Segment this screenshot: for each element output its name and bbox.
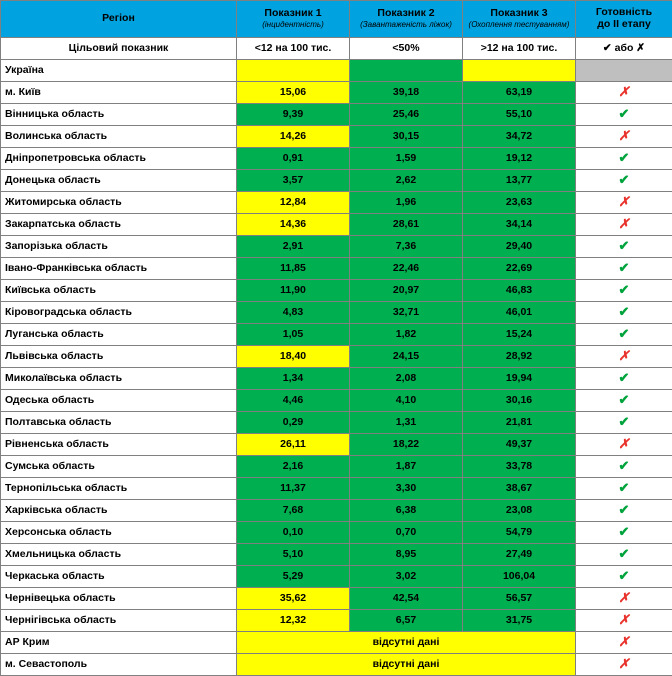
target-indicator-1: <12 на 100 тис. <box>237 38 350 60</box>
region-name-cell: м. Київ <box>1 82 237 104</box>
table-row <box>1 412 672 434</box>
indicator-3-cell: 106,04 <box>463 566 576 588</box>
indicator-2-cell: 6,57 <box>350 610 463 632</box>
indicator-1-cell: 11,37 <box>237 478 350 500</box>
indicator-3-cell: 28,92 <box>463 346 576 368</box>
indicator-1-cell: 12,32 <box>237 610 350 632</box>
region-name-cell: Одеська область <box>1 390 237 412</box>
table-row <box>1 478 672 500</box>
indicator-3-cell: 15,24 <box>463 324 576 346</box>
check-icon: ✔ <box>619 260 630 275</box>
indicator-1-cell: 4,83 <box>237 302 350 324</box>
readiness-cell <box>576 478 672 500</box>
cross-icon: ✗ <box>619 436 630 451</box>
check-icon: ✔ <box>619 326 630 341</box>
indicator-3-cell: 21,81 <box>463 412 576 434</box>
indicator-2-cell: 39,18 <box>350 82 463 104</box>
header-indicator-3-sub: (Охоплення тестуванням) <box>465 21 573 30</box>
check-icon: ✔ <box>619 546 630 561</box>
indicator-3-cell: 34,14 <box>463 214 576 236</box>
table-row <box>1 434 672 456</box>
target-indicator-2: <50% <box>350 38 463 60</box>
header-indicator-2-sub: (Завантаженість ліжок) <box>352 21 460 30</box>
check-icon: ✔ <box>619 524 630 539</box>
region-name-cell: Рівненська область <box>1 434 237 456</box>
indicator-3-cell: 33,78 <box>463 456 576 478</box>
table-row <box>1 566 672 588</box>
indicator-1-cell: 18,40 <box>237 346 350 368</box>
indicator-2-cell: 32,71 <box>350 302 463 324</box>
region-name-cell: АР Крим <box>1 632 237 654</box>
table-row <box>1 522 672 544</box>
region-name-cell: Закарпатська область <box>1 214 237 236</box>
indicator-2-cell: 1,31 <box>350 412 463 434</box>
indicator-1-cell: 0,29 <box>237 412 350 434</box>
readiness-cell <box>576 236 672 258</box>
region-name-cell: Миколаївська область <box>1 368 237 390</box>
readiness-cell <box>576 610 672 632</box>
indicator-2-cell: 7,36 <box>350 236 463 258</box>
check-icon: ✔ <box>619 172 630 187</box>
indicator-2-cell: 2,08 <box>350 368 463 390</box>
indicator-1-cell: 11,85 <box>237 258 350 280</box>
indicator-3-cell: 46,01 <box>463 302 576 324</box>
readiness-cell <box>576 522 672 544</box>
check-icon: ✔ <box>619 304 630 319</box>
table-row <box>1 302 672 324</box>
header-readiness-line1: Готовність <box>596 6 652 18</box>
table-row <box>1 544 672 566</box>
indicator-1-cell: 26,11 <box>237 434 350 456</box>
indicator-1-cell: 0,91 <box>237 148 350 170</box>
indicator-3-cell: 38,67 <box>463 478 576 500</box>
indicator-2-cell: 1,96 <box>350 192 463 214</box>
cross-icon: ✗ <box>619 84 630 99</box>
indicator-3-cell: 34,72 <box>463 126 576 148</box>
indicator-3-cell: 54,79 <box>463 522 576 544</box>
indicator-3-cell: 27,49 <box>463 544 576 566</box>
header-indicator-2-title: Показник 2 <box>377 7 434 19</box>
readiness-cell <box>576 434 672 456</box>
header-indicator-2 <box>350 1 463 38</box>
indicator-3-cell: 55,10 <box>463 104 576 126</box>
indicator-3-cell: 30,16 <box>463 390 576 412</box>
indicator-1-cell <box>237 60 350 82</box>
region-name-cell: Івано-Франківська область <box>1 258 237 280</box>
check-icon: ✔ <box>619 282 630 297</box>
region-name-cell: Україна <box>1 60 237 82</box>
indicator-1-cell: 2,91 <box>237 236 350 258</box>
table-row <box>1 170 672 192</box>
indicator-3-cell: 49,37 <box>463 434 576 456</box>
indicator-1-cell: 14,26 <box>237 126 350 148</box>
target-indicator-3: >12 на 100 тис. <box>463 38 576 60</box>
header-indicator-3 <box>463 1 576 38</box>
region-name-cell: Дніпропетровська область <box>1 148 237 170</box>
table-row <box>1 610 672 632</box>
readiness-cell <box>576 654 672 676</box>
table-row <box>1 280 672 302</box>
region-name-cell: Запорізька область <box>1 236 237 258</box>
indicator-3-cell: 56,57 <box>463 588 576 610</box>
table-row <box>1 324 672 346</box>
indicator-1-cell: 15,06 <box>237 82 350 104</box>
region-name-cell: Полтавська область <box>1 412 237 434</box>
header-indicator-1-sub: (інцидентність) <box>239 21 347 30</box>
table-body <box>1 38 672 676</box>
check-icon: ✔ <box>619 480 630 495</box>
check-icon: ✔ <box>619 370 630 385</box>
check-icon: ✔ <box>619 238 630 253</box>
table-row <box>1 214 672 236</box>
indicator-1-cell: 12,84 <box>237 192 350 214</box>
indicator-1-cell: 9,39 <box>237 104 350 126</box>
cross-icon: ✗ <box>619 590 630 605</box>
header-indicator-3-title: Показник 3 <box>490 7 547 19</box>
check-icon: ✔ <box>619 106 630 121</box>
indicator-2-cell: 18,22 <box>350 434 463 456</box>
indicator-1-cell: 7,68 <box>237 500 350 522</box>
readiness-cell <box>576 170 672 192</box>
readiness-cell <box>576 588 672 610</box>
indicator-3-cell: 29,40 <box>463 236 576 258</box>
readiness-cell <box>576 324 672 346</box>
table-row <box>1 390 672 412</box>
table-row <box>1 192 672 214</box>
indicator-2-cell: 2,62 <box>350 170 463 192</box>
table-row <box>1 126 672 148</box>
indicator-1-cell: 3,57 <box>237 170 350 192</box>
cross-icon: ✗ <box>619 656 630 671</box>
readiness-cell <box>576 456 672 478</box>
table-row <box>1 588 672 610</box>
table-row <box>1 654 672 676</box>
check-icon: ✔ <box>619 150 630 165</box>
indicator-3-cell <box>463 60 576 82</box>
table-row <box>1 148 672 170</box>
table-row <box>1 258 672 280</box>
readiness-cell <box>576 302 672 324</box>
indicator-1-cell: 35,62 <box>237 588 350 610</box>
readiness-cell <box>576 214 672 236</box>
readiness-cell <box>576 258 672 280</box>
table-row <box>1 236 672 258</box>
readiness-cell <box>576 566 672 588</box>
header-region <box>1 1 237 38</box>
indicator-2-cell <box>350 60 463 82</box>
indicator-2-cell: 6,38 <box>350 500 463 522</box>
readiness-cell <box>576 192 672 214</box>
region-name-cell: Вінницька область <box>1 104 237 126</box>
indicator-2-cell: 42,54 <box>350 588 463 610</box>
region-name-cell: Харківська область <box>1 500 237 522</box>
indicator-3-cell: 19,12 <box>463 148 576 170</box>
readiness-cell <box>576 60 672 82</box>
cross-icon: ✗ <box>619 348 630 363</box>
cross-icon: ✗ <box>619 634 630 649</box>
indicator-3-cell: 46,83 <box>463 280 576 302</box>
indicator-1-cell: 1,34 <box>237 368 350 390</box>
indicator-1-cell: 4,46 <box>237 390 350 412</box>
readiness-cell <box>576 500 672 522</box>
readiness-cell <box>576 148 672 170</box>
table-header-row <box>1 1 672 38</box>
readiness-cell <box>576 632 672 654</box>
readiness-cell <box>576 544 672 566</box>
cross-icon: ✗ <box>619 216 630 231</box>
region-name-cell: Чернігівська область <box>1 610 237 632</box>
table-row <box>1 60 672 82</box>
no-data-cell: відсутні дані <box>237 654 576 676</box>
table-row <box>1 456 672 478</box>
region-name-cell: Херсонська область <box>1 522 237 544</box>
indicator-2-cell: 28,61 <box>350 214 463 236</box>
readiness-cell <box>576 346 672 368</box>
indicator-2-cell: 4,10 <box>350 390 463 412</box>
region-name-cell: Кіровоградська область <box>1 302 237 324</box>
region-name-cell: м. Севастополь <box>1 654 237 676</box>
region-name-cell: Луганська область <box>1 324 237 346</box>
header-readiness-line2: до ІІ етапу <box>578 19 670 31</box>
indicator-2-cell: 3,02 <box>350 566 463 588</box>
indicator-2-cell: 20,97 <box>350 280 463 302</box>
indicator-1-cell: 2,16 <box>237 456 350 478</box>
header-indicator-1 <box>237 1 350 38</box>
region-name-cell: Волинська область <box>1 126 237 148</box>
table-row <box>1 500 672 522</box>
indicator-1-cell: 5,10 <box>237 544 350 566</box>
check-icon: ✔ <box>619 414 630 429</box>
indicator-3-cell: 31,75 <box>463 610 576 632</box>
readiness-cell <box>576 82 672 104</box>
target-readiness: ✔ або ✗ <box>576 38 672 60</box>
table-row <box>1 632 672 654</box>
target-label: Цільовий показник <box>1 38 237 60</box>
cross-icon: ✗ <box>619 128 630 143</box>
indicator-1-cell: 14,36 <box>237 214 350 236</box>
indicator-2-cell: 30,15 <box>350 126 463 148</box>
check-icon: ✔ <box>619 502 630 517</box>
region-name-cell: Житомирська область <box>1 192 237 214</box>
indicator-2-cell: 24,15 <box>350 346 463 368</box>
indicator-2-cell: 1,82 <box>350 324 463 346</box>
indicator-3-cell: 22,69 <box>463 258 576 280</box>
readiness-cell <box>576 104 672 126</box>
header-region-label: Регіон <box>102 12 135 24</box>
check-icon: ✔ <box>619 458 630 473</box>
indicator-3-cell: 63,19 <box>463 82 576 104</box>
indicator-2-cell: 1,59 <box>350 148 463 170</box>
indicator-2-cell: 22,46 <box>350 258 463 280</box>
region-name-cell: Львівська область <box>1 346 237 368</box>
indicator-1-cell: 0,10 <box>237 522 350 544</box>
readiness-cell <box>576 126 672 148</box>
indicator-3-cell: 23,08 <box>463 500 576 522</box>
target-values-row <box>1 38 672 60</box>
region-name-cell: Тернопільська область <box>1 478 237 500</box>
region-name-cell: Донецька область <box>1 170 237 192</box>
region-name-cell: Черкаська область <box>1 566 237 588</box>
indicator-1-cell: 1,05 <box>237 324 350 346</box>
no-data-cell: відсутні дані <box>237 632 576 654</box>
header-readiness <box>576 1 672 38</box>
readiness-cell <box>576 280 672 302</box>
indicator-1-cell: 11,90 <box>237 280 350 302</box>
readiness-cell <box>576 412 672 434</box>
header-indicator-1-title: Показник 1 <box>264 7 321 19</box>
cross-icon: ✗ <box>619 194 630 209</box>
indicator-2-cell: 0,70 <box>350 522 463 544</box>
region-name-cell: Сумська область <box>1 456 237 478</box>
readiness-cell <box>576 390 672 412</box>
readiness-cell <box>576 368 672 390</box>
indicator-2-cell: 8,95 <box>350 544 463 566</box>
table-row <box>1 368 672 390</box>
indicator-2-cell: 3,30 <box>350 478 463 500</box>
cross-icon: ✗ <box>619 612 630 627</box>
table-row <box>1 104 672 126</box>
indicator-2-cell: 1,87 <box>350 456 463 478</box>
table-row <box>1 346 672 368</box>
indicator-1-cell: 5,29 <box>237 566 350 588</box>
indicator-3-cell: 13,77 <box>463 170 576 192</box>
indicator-3-cell: 23,63 <box>463 192 576 214</box>
region-name-cell: Чернівецька область <box>1 588 237 610</box>
indicator-3-cell: 19,94 <box>463 368 576 390</box>
region-name-cell: Київська область <box>1 280 237 302</box>
indicator-2-cell: 25,46 <box>350 104 463 126</box>
check-icon: ✔ <box>619 392 630 407</box>
table-row <box>1 82 672 104</box>
check-icon: ✔ <box>619 568 630 583</box>
region-name-cell: Хмельницька область <box>1 544 237 566</box>
